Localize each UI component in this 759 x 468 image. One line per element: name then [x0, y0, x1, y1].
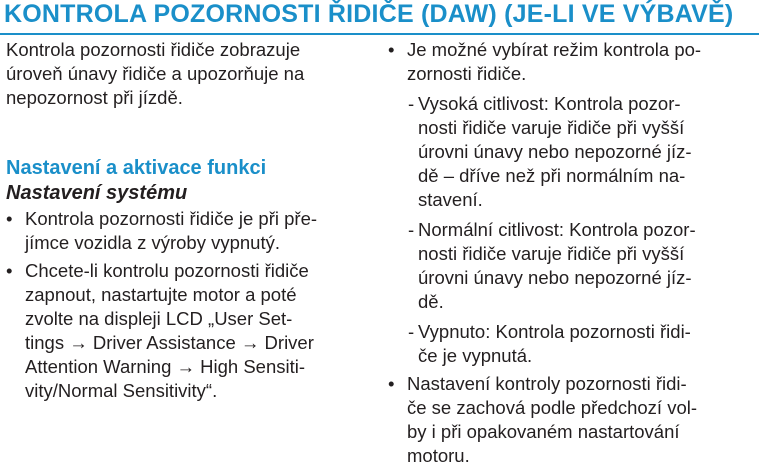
- text-line: Vypnuto: Kontrola pozornosti řidi-: [418, 321, 691, 342]
- text-line: tings → Driver Assistance → Driver: [25, 332, 314, 353]
- dash-mark: -: [408, 321, 415, 342]
- text-line: če je vypnutá.: [418, 345, 533, 366]
- text-line: Nastavení kontroly pozornosti řidi-: [407, 373, 687, 394]
- title-underline: [0, 33, 759, 35]
- text-line: zapnout, nastartujte motor a poté: [25, 284, 297, 305]
- list-item: [388, 372, 753, 468]
- text-line: vity/Normal Sensitivity“.: [25, 380, 218, 401]
- dash-mark: -: [408, 93, 415, 114]
- text-line: motoru.: [407, 445, 470, 466]
- bullet-mark: •: [388, 373, 395, 394]
- intro-paragraph: [6, 38, 366, 110]
- sub-list-item: [388, 320, 753, 368]
- text-line: úroveň únavy řidiče a upozorňuje na: [6, 63, 305, 84]
- text-line: Je možné vybírat režim kontrola po-: [407, 39, 702, 60]
- bullet-mark: •: [388, 39, 395, 60]
- left-column: [6, 38, 366, 403]
- text-line: Kontrola pozornosti řidiče zobrazuje: [6, 39, 301, 60]
- text-line: úrovni únavy nebo nepozorné jíz-: [418, 267, 692, 288]
- text-line: če se zachová podle předchozí vol-: [407, 397, 698, 418]
- subsection-heading: Nastavení systému: [6, 182, 188, 204]
- sub-list-item: [388, 92, 753, 212]
- bullet-mark: •: [6, 260, 13, 281]
- list-item: [6, 259, 366, 403]
- text-line: zvolte na displeji LCD „User Set-: [25, 308, 293, 329]
- sub-list-item: [388, 218, 753, 314]
- text-line: nosti řidiče varuje řidiče při vyšší: [418, 117, 685, 138]
- text-line: by i při opakovaném nastartování: [407, 421, 680, 442]
- text-line: stavení.: [418, 189, 483, 210]
- text-line: Kontrola pozornosti řidiče je při pře-: [25, 208, 318, 229]
- text-line: úrovni únavy nebo nepozorné jíz-: [418, 141, 692, 162]
- dash-mark: -: [408, 219, 415, 240]
- bullet-mark: •: [6, 208, 13, 229]
- text-line: dě – dříve než při normálním na-: [418, 165, 686, 186]
- page-title: KONTROLA POZORNOSTI ŘIDIČE (DAW) (JE-LI VE VÝBAVĚ): [4, 0, 734, 28]
- text-line: dě.: [418, 291, 444, 312]
- text-line: nepozornost při jízdě.: [6, 87, 183, 108]
- text-line: nosti řidiče varuje řidiče při vyšší: [418, 243, 685, 264]
- text-line: Vysoká citlivost: Kontrola pozor-: [418, 93, 681, 114]
- list-item: [388, 38, 753, 86]
- text-line: Attention Warning → High Sensiti-: [25, 356, 306, 377]
- text-line: jímce vozidla z výroby vypnutý.: [25, 232, 280, 253]
- text-line: Chcete-li kontrolu pozornosti řidiče: [25, 260, 309, 281]
- list-item: [6, 207, 366, 255]
- text-line: Normální citlivost: Kontrola pozor-: [418, 219, 696, 240]
- right-column: [388, 38, 753, 468]
- text-line: zornosti řidiče.: [407, 63, 527, 84]
- section-heading: Nastavení a aktivace funkci: [6, 157, 267, 179]
